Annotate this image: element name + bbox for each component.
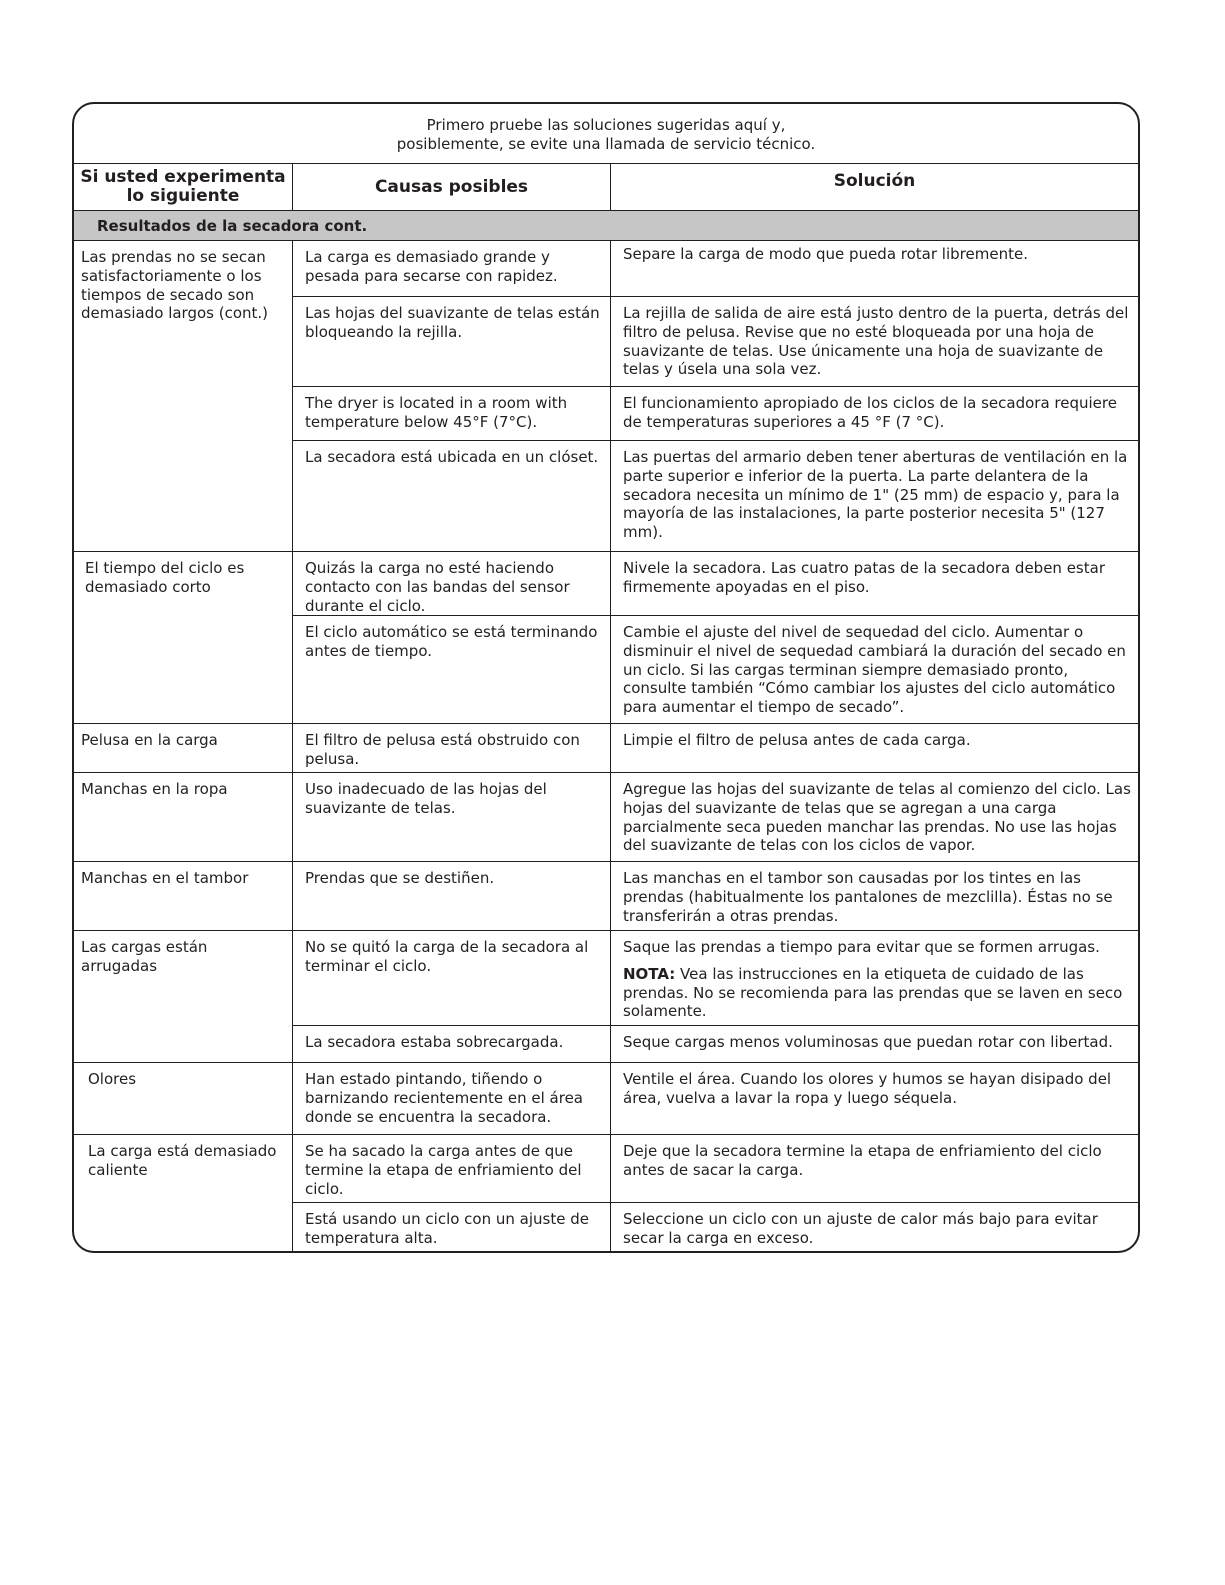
cause-cell: El filtro de pelusa está obstruido con pelusa.	[292, 723, 610, 772]
cause-cell: Se ha sacado la carga antes de que termine la etapa de enfriamiento del ciclo.	[292, 1134, 610, 1202]
note-text: Vea las instrucciones en la etiqueta de cuidado de las prendas. No se recomienda para las prendas que se laven en seco solamente.	[623, 964, 1123, 1021]
symptom-cell: El tiempo del ciclo es demasiado corto	[74, 551, 292, 723]
solution-cell: Ventile el área. Cuando los olores y humos se hayan disipado del área, vuelva a lavar la ropa y luego séquela.	[610, 1062, 1138, 1134]
solution-cell: Separe la carga de modo que pueda rotar libremente.	[610, 241, 1138, 296]
symptom-cell: Pelusa en la carga	[74, 723, 292, 772]
solution-cell: Agregue las hojas del suavizante de telas al comienzo del ciclo. Las hojas del suavizante de telas que se agregan a una carga parcialmente seca pueden manchar las prendas. No use las hojas del suavizante de telas con los ciclos de vapor.	[610, 772, 1138, 861]
solution-cell: Las puertas del armario deben tener aberturas de ventilación en la parte superior e inferior de la puerta. La parte delantera de la secadora necesita un mínimo de 1" (25 mm) de espacio y, para la mayoría de las instalaciones, la parte posterior necesita 5" (127 mm).	[610, 440, 1138, 551]
solution-cell: Seque cargas menos voluminosas que puedan rotar con libertad.	[610, 1025, 1138, 1062]
header-causes: Causas posibles	[292, 164, 610, 211]
cause-cell: Prendas que se destiñen.	[292, 861, 610, 930]
cause-cell: No se quitó la carga de la secadora al terminar el ciclo.	[292, 930, 610, 1025]
header-solution: Solución	[610, 164, 1138, 211]
cause-cell: Han estado pintando, tiñendo o barnizando recientemente en el área donde se encuentra la secadora.	[292, 1062, 610, 1134]
solution-cell: Seleccione un ciclo con un ajuste de calor más bajo para evitar secar la carga en exceso.	[610, 1202, 1138, 1253]
cause-cell: La secadora está ubicada en un clóset.	[292, 440, 610, 551]
solution-cell: Las manchas en el tambor son causadas por los tintes en las prendas (habitualmente los pantalones de mezclilla). Éstas no se transferirán a otras prendas.	[610, 861, 1138, 930]
solution-cell: Cambie el ajuste del nivel de sequedad del ciclo. Aumentar o disminuir el nivel de sequedad cambiará la duración del secado en un ciclo. Si las cargas terminan siempre demasiado pronto, consulte también “Cómo cambiar los ajustes del ciclo automático para aumentar el tiempo de secado”.	[610, 615, 1138, 723]
cause-cell: Está usando un ciclo con un ajuste de temperatura alta.	[292, 1202, 610, 1253]
cause-cell: The dryer is located in a room with temperature below 45°F (7°C).	[292, 386, 610, 440]
cause-cell: Quizás la carga no esté haciendo contacto con las bandas del sensor durante el ciclo.	[292, 551, 610, 615]
solution-cell: El funcionamiento apropiado de los ciclos de la secadora requiere de temperaturas superiores a 45 °F (7 °C).	[610, 386, 1138, 440]
solution-cell: Limpie el filtro de pelusa antes de cada carga.	[610, 723, 1138, 772]
intro-line-1: Primero pruebe las soluciones sugeridas aquí y,	[426, 116, 786, 134]
solution-cell: La rejilla de salida de aire está justo dentro de la puerta, detrás del filtro de pelusa. Revise que no esté bloqueada por una hoja de suavizante de telas. Use únicamente una hoja de suavizante de telas y úsela una sola vez.	[610, 296, 1138, 386]
intro-line-2: posiblemente, se evite una llamada de servicio técnico.	[396, 135, 816, 153]
note-paragraph	[623, 965, 1132, 1021]
header-symptom: Si usted experimenta lo siguiente	[74, 164, 292, 211]
troubleshooting-table	[72, 102, 1140, 1253]
cause-cell: La secadora estaba sobrecargada.	[292, 1025, 610, 1062]
symptom-cell: Las prendas no se secan satisfactoriamente o los tiempos de secado son demasiado largos (cont.)	[81, 248, 269, 323]
solution-cell: Deje que la secadora termine la etapa de enfriamiento del ciclo antes de sacar la carga.	[610, 1134, 1138, 1202]
note-label: NOTA:	[623, 964, 676, 983]
symptom-cell: La carga está demasiado caliente	[74, 1134, 292, 1253]
solution-cell	[610, 930, 1138, 1025]
solution-cell: Nivele la secadora. Las cuatro patas de la secadora deben estar firmemente apoyadas en el piso.	[610, 551, 1138, 615]
cause-cell: Las hojas del suavizante de telas están bloqueando la rejilla.	[292, 296, 610, 386]
cause-cell: El ciclo automático se está terminando antes de tiempo.	[292, 615, 610, 723]
intro-text	[74, 104, 1138, 164]
solution-text: Saque las prendas a tiempo para evitar que se formen arrugas.	[623, 938, 1100, 956]
symptom-cell: Las cargas están arrugadas	[74, 930, 292, 1062]
symptom-cell: Manchas en el tambor	[74, 861, 292, 930]
symptom-cell: Manchas en la ropa	[74, 772, 292, 861]
cause-cell: La carga es demasiado grande y pesada para secarse con rapidez.	[292, 241, 610, 296]
cause-cell: Uso inadecuado de las hojas del suavizante de telas.	[292, 772, 610, 861]
symptom-cell: Olores	[74, 1062, 292, 1134]
section-title: Resultados de la secadora cont.	[74, 211, 1138, 241]
